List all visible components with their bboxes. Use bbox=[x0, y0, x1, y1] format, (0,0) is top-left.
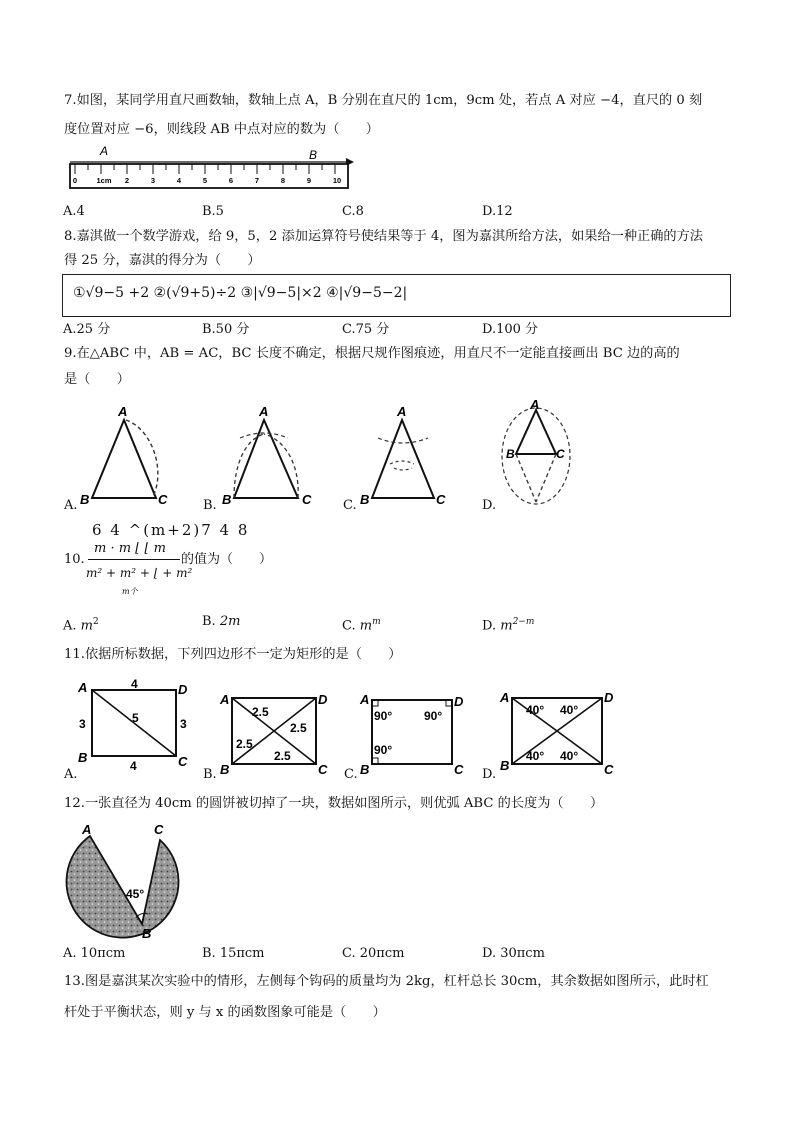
q9a-label-c: C bbox=[158, 492, 168, 506]
q11c-vertex-a: A bbox=[360, 692, 370, 707]
q8-text-line2: 得 25 分，嘉淇的得分为（ ） bbox=[64, 253, 261, 268]
q11d-angle-2: 40° bbox=[560, 703, 579, 717]
q9a-label-b: B bbox=[80, 492, 90, 506]
q9d-label-a: A bbox=[530, 397, 540, 412]
q12-option-c[interactable]: C. 20πcm bbox=[342, 946, 405, 961]
q10-option-c-base: m bbox=[359, 618, 373, 634]
q7-text-line2: 度位置对应 −6，则线段 AB 中点对应的数为（ ） bbox=[64, 122, 379, 137]
q11b-segment-4: 2.5 bbox=[274, 749, 291, 763]
q12-figure bbox=[64, 822, 190, 940]
q11-text-line1: 11.依据所标数据，下列四边形不一定为矩形的是（ ） bbox=[64, 647, 402, 662]
q11d-vertex-b: B bbox=[500, 758, 510, 773]
q11c-vertex-c: C bbox=[454, 762, 464, 776]
q9b-label-b: B bbox=[222, 492, 232, 506]
q11-option-a[interactable]: A. bbox=[64, 767, 78, 782]
svg-text:8: 8 bbox=[280, 176, 286, 185]
q11a-left-length: 3 bbox=[79, 717, 86, 731]
q12-text-line1: 12.一张直径为 40cm 的圆饼被切掉了一块，数据如图所示，则优弧 ABC 的长度为（ ） bbox=[64, 796, 604, 811]
q10-option-b[interactable] bbox=[202, 614, 240, 630]
svg-text:0: 0 bbox=[72, 176, 78, 185]
q11c-angle-b: 90° bbox=[374, 743, 393, 757]
q7-text-line1: 7.如图，某同学用直尺画数轴，数轴上点 A，B 分别在直尺的 1cm，9cm 处，若点 A 对应 −4，直尺的 0 刻 bbox=[64, 93, 703, 108]
q12-option-a[interactable]: A. 10πcm bbox=[63, 946, 126, 961]
q13-text-line2: 杆处于平衡状态，则 y 与 x 的函数图象可能是（ ） bbox=[64, 1005, 386, 1020]
q9-text-line2: 是（ ） bbox=[64, 372, 130, 387]
q9c-label-a: A bbox=[397, 404, 407, 419]
q11-figure-d bbox=[496, 688, 622, 776]
q11-figure-c bbox=[352, 690, 472, 776]
q9a-label-a: A bbox=[118, 404, 128, 419]
q9-option-c[interactable]: C. bbox=[343, 498, 357, 513]
q11-figure-b bbox=[216, 690, 336, 776]
q10-option-c[interactable] bbox=[342, 614, 381, 634]
q8-text-line1: 8.嘉淇做一个数学游戏，给 9，5，2 添加运算符号使结果等于 4，图为嘉淇所给方法，如果给一种正确的方法 bbox=[64, 229, 703, 244]
svg-text:6: 6 bbox=[228, 176, 234, 185]
q13-text-line1: 13.图是嘉淇某次实验中的情形，左侧每个钩码的质量均为 2kg，杠杆总长 30cm，其余数据如图所示，此时杠 bbox=[64, 974, 709, 989]
q12-label-b: B bbox=[142, 926, 152, 940]
q10-under-label: m个 bbox=[122, 587, 138, 596]
q11a-vertex-d: D bbox=[178, 682, 188, 697]
q9-text-line1: 9.在△ABC 中，AB = AC，BC 长度不确定，根据尺规作图痕迹，用直尺不一定能直接画出 BC 边的高的 bbox=[64, 346, 680, 361]
q8-option-c[interactable]: C.75 分 bbox=[342, 322, 390, 337]
q11b-vertex-c: C bbox=[318, 762, 328, 776]
svg-text:1cm: 1cm bbox=[96, 176, 112, 185]
q9-figure-d bbox=[496, 396, 586, 508]
q9-figure-a bbox=[76, 404, 176, 506]
q10-fraction-bar bbox=[88, 559, 180, 560]
q12-label-c: C bbox=[154, 822, 164, 837]
q9c-label-c: C bbox=[436, 492, 446, 506]
q9-figure-b bbox=[220, 404, 320, 506]
q11d-vertex-c: C bbox=[604, 762, 614, 776]
q10-option-d-label: D. bbox=[482, 618, 501, 634]
q11d-vertex-a: A bbox=[500, 690, 510, 705]
q11b-vertex-b: B bbox=[220, 762, 230, 776]
q11d-angle-4: 40° bbox=[560, 749, 579, 763]
q10-option-d[interactable] bbox=[482, 614, 534, 634]
q9-option-d[interactable]: D. bbox=[482, 498, 497, 513]
q9c-label-b: B bbox=[360, 492, 370, 506]
q10-prefix: 10. bbox=[64, 552, 85, 567]
q11a-top-length: 4 bbox=[131, 677, 138, 691]
q10-option-c-exp: m bbox=[372, 617, 381, 627]
q8-option-d[interactable]: D.100 分 bbox=[482, 322, 539, 337]
q9b-label-c: C bbox=[302, 492, 312, 506]
q12-angle-label: 45° bbox=[126, 887, 145, 901]
q11c-angle-a: 90° bbox=[374, 709, 393, 723]
ruler-point-b: B bbox=[309, 148, 318, 162]
q8-option-b[interactable]: B.50 分 bbox=[202, 322, 250, 337]
q9-option-b[interactable]: B. bbox=[203, 498, 217, 513]
svg-text:3: 3 bbox=[150, 176, 156, 185]
ruler-point-a: A bbox=[100, 144, 109, 158]
q10-option-d-exp: 2−m bbox=[512, 617, 535, 627]
q11d-angle-3: 40° bbox=[526, 749, 545, 763]
q11d-angle-1: 40° bbox=[526, 703, 545, 717]
q8-option-a[interactable]: A.25 分 bbox=[63, 322, 111, 337]
q11d-vertex-d: D bbox=[604, 690, 614, 705]
q10-option-c-label: C. bbox=[342, 618, 360, 634]
ruler-figure bbox=[66, 144, 358, 194]
q11-option-d[interactable]: D. bbox=[482, 767, 497, 782]
q10-option-d-base: m bbox=[500, 618, 513, 634]
q10-option-b-label: B. bbox=[202, 614, 220, 629]
q7-option-c[interactable]: C.8 bbox=[342, 204, 364, 219]
q11b-segment-2: 2.5 bbox=[290, 721, 307, 735]
q11-option-c[interactable]: C. bbox=[344, 767, 358, 782]
q10-denominator: m² + m² + ⌊ + m² bbox=[86, 566, 193, 580]
q11a-vertex-c: C bbox=[178, 754, 188, 769]
q10-suffix: 的值为（ ） bbox=[181, 552, 273, 567]
q7-option-b[interactable]: B.5 bbox=[202, 204, 224, 219]
q10-option-b-base: 2m bbox=[219, 614, 241, 629]
q9-option-a[interactable]: A. bbox=[64, 498, 78, 513]
q11a-vertex-b: B bbox=[78, 750, 88, 765]
svg-text:5: 5 bbox=[202, 176, 208, 185]
q11-figure-a bbox=[74, 676, 194, 772]
svg-text:2: 2 bbox=[124, 176, 130, 185]
q10-option-a[interactable] bbox=[63, 614, 99, 634]
q10-option-a-label: A. bbox=[63, 618, 81, 634]
q9d-label-c: C bbox=[556, 447, 565, 461]
q8-formula-box bbox=[62, 274, 731, 317]
q12-option-d[interactable]: D. 30πcm bbox=[482, 946, 545, 961]
q11b-vertex-d: D bbox=[318, 692, 328, 707]
q8-formula: ①√9−5 +2 ②(√9+5)÷2 ③|√9−5|×2 ④|√9−5−2| bbox=[73, 285, 408, 301]
q12-option-b[interactable]: B. 15πcm bbox=[202, 946, 265, 961]
q11c-angle-d: 90° bbox=[424, 709, 443, 723]
q7-option-d[interactable]: D.12 bbox=[482, 204, 513, 219]
q11a-diagonal-length: 5 bbox=[132, 711, 139, 725]
q7-option-a[interactable]: A.4 bbox=[63, 204, 85, 219]
svg-text:4: 4 bbox=[176, 176, 182, 185]
q12-label-a: A bbox=[82, 822, 92, 837]
q10-numerator: m · m ⌊ ⌊ m bbox=[94, 541, 166, 556]
q10-top-labels: 6 4 ^(m+2)7 4 8 bbox=[92, 521, 250, 539]
q10-option-a-exp: 2 bbox=[92, 617, 99, 627]
q9d-label-b: B bbox=[506, 447, 515, 461]
q11b-segment-3: 2.5 bbox=[236, 737, 253, 751]
svg-text:9: 9 bbox=[306, 176, 312, 185]
q11c-vertex-d: D bbox=[454, 694, 464, 709]
q11a-right-length: 3 bbox=[180, 717, 187, 731]
q9b-label-a: A bbox=[259, 404, 269, 419]
q11a-bottom-length: 4 bbox=[130, 759, 137, 772]
q11b-vertex-a: A bbox=[220, 692, 230, 707]
svg-text:7: 7 bbox=[254, 176, 260, 185]
q11-option-b[interactable]: B. bbox=[203, 767, 217, 782]
q9-figure-c bbox=[358, 404, 458, 506]
q11c-vertex-b: B bbox=[360, 762, 370, 776]
q11b-segment-1: 2.5 bbox=[252, 705, 269, 719]
q10-option-a-base: m bbox=[80, 618, 93, 634]
q11a-vertex-a: A bbox=[78, 680, 88, 695]
svg-text:10: 10 bbox=[332, 176, 342, 185]
